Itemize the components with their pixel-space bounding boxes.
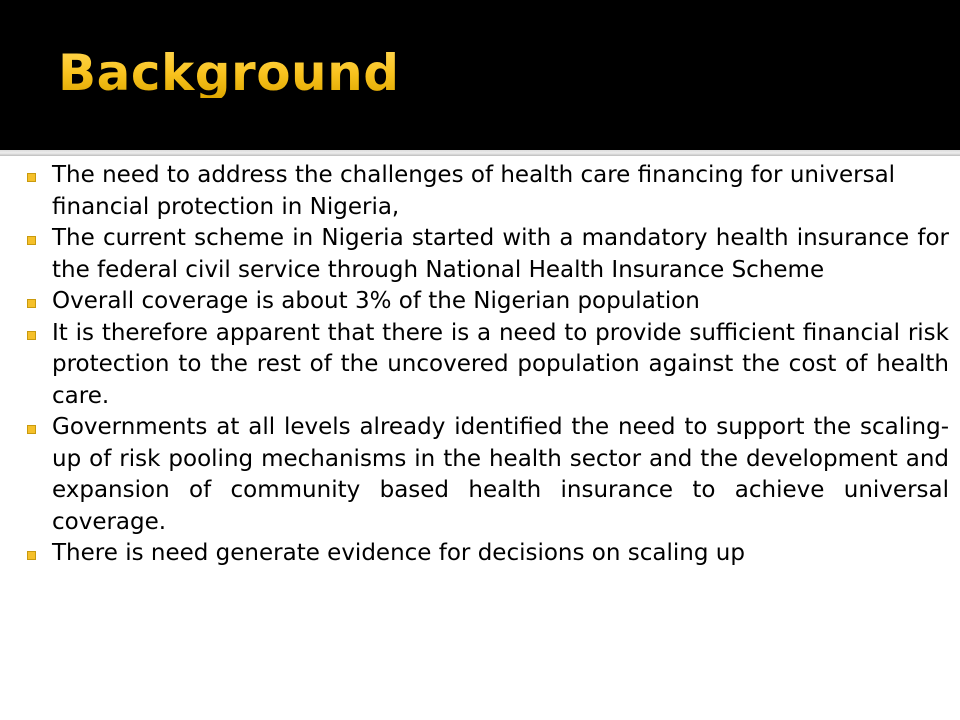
bullet-item (22, 412, 949, 538)
bullet-text: The need to address the challenges of health care financing for universal financial protection in Nigeria, (52, 162, 896, 220)
bullet-item (22, 223, 949, 286)
title-band (0, 0, 960, 150)
bullet-item (22, 160, 949, 223)
bullet-square-icon (22, 538, 52, 570)
bullet-square-icon (22, 223, 52, 255)
bullet-text: There is need generate evidence for decisions on scaling up (52, 540, 745, 566)
bullet-text: The current scheme in Nigeria started with a mandatory health insurance for the federal civil service through National Health Insurance Scheme (52, 225, 949, 283)
bullet-item (22, 538, 949, 570)
bullet-text: Overall coverage is about 3% of the Nigerian population (52, 288, 700, 314)
bullet-item (22, 286, 949, 318)
title-divider (0, 150, 960, 156)
bullet-text: Governments at all levels already identified the need to support the scaling-up of risk pooling mechanisms in the health sector and the development and expansion of community based health insurance to achieve universal coverage. (52, 414, 949, 535)
bullet-list (22, 160, 949, 570)
bullet-square-icon (22, 286, 52, 318)
slide-title: Background (58, 44, 400, 102)
bullet-square-icon (22, 318, 52, 350)
bullet-text: It is therefore apparent that there is a need to provide sufficient financial risk protection to the rest of the uncovered population against the cost of health care. (52, 319, 949, 409)
bullet-square-icon (22, 160, 52, 192)
bullet-square-icon (22, 412, 52, 444)
bullet-item (22, 318, 949, 413)
